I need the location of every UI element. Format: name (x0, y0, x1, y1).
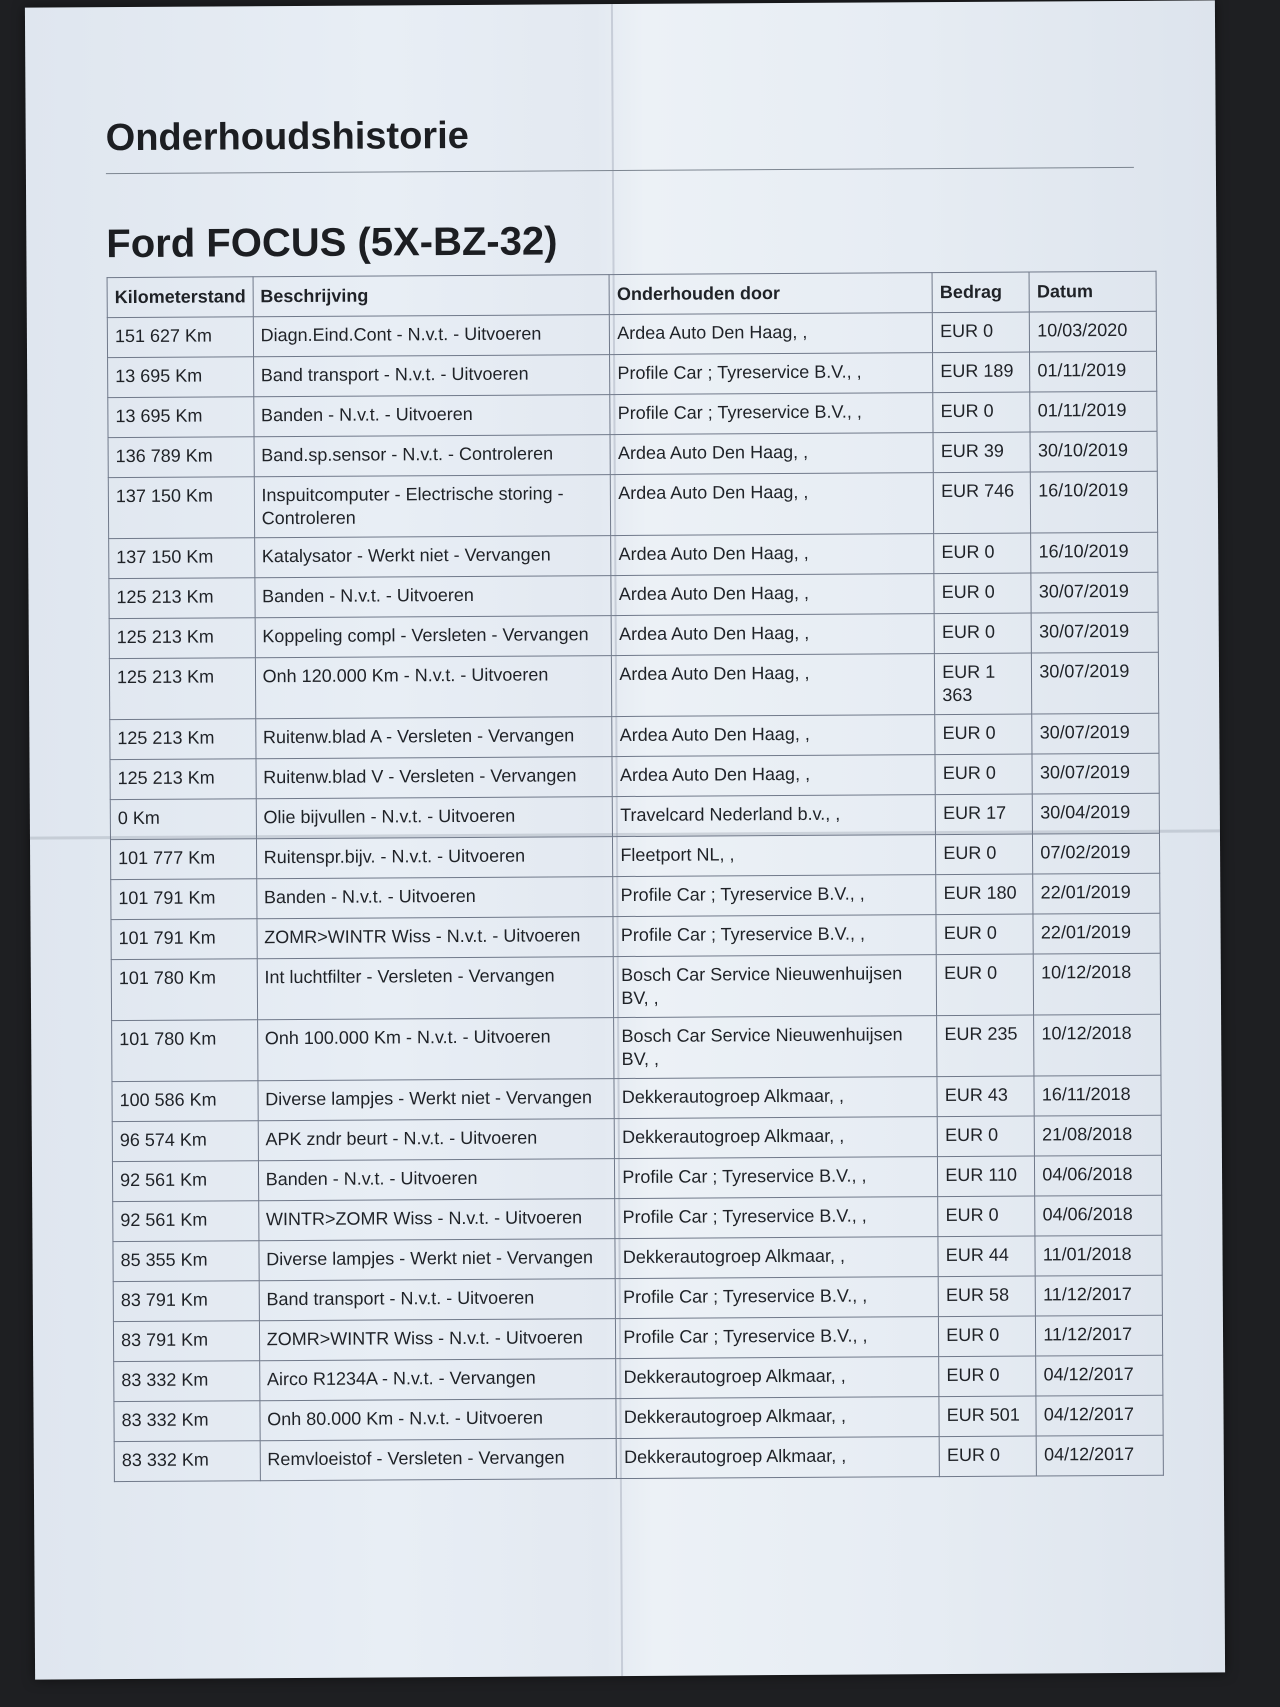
cell-kilometerstand: 137 150 Km (109, 538, 255, 579)
cell-kilometerstand: 101 791 Km (111, 919, 257, 960)
cell-beschrijving: Band transport - N.v.t. - Uitvoeren (253, 355, 610, 397)
cell-onderhouden-door: Ardea Auto Den Haag, , (610, 313, 933, 355)
cell-datum: 30/07/2019 (1031, 612, 1158, 653)
cell-beschrijving: Band transport - N.v.t. - Uitvoeren (259, 1279, 616, 1321)
cell-datum: 10/03/2020 (1030, 311, 1157, 352)
cell-datum: 10/12/2018 (1034, 953, 1161, 1015)
cell-bedrag: EUR 17 (935, 794, 1032, 835)
cell-kilometerstand: 125 213 Km (109, 618, 255, 659)
cell-beschrijving: Diagn.Eind.Cont - N.v.t. - Uitvoeren (253, 315, 610, 357)
cell-beschrijving: Banden - N.v.t. - Uitvoeren (255, 576, 612, 618)
cell-datum: 30/10/2019 (1030, 431, 1157, 472)
cell-beschrijving: Banden - N.v.t. - Uitvoeren (253, 395, 610, 437)
table-row (110, 793, 1159, 839)
cell-beschrijving: Onh 120.000 Km - N.v.t. - Uitvoeren (255, 656, 612, 719)
cell-bedrag: EUR 0 (935, 714, 1032, 755)
cell-bedrag: EUR 0 (939, 1356, 1036, 1397)
cell-datum: 30/07/2019 (1032, 713, 1159, 754)
cell-onderhouden-door: Profile Car ; Tyreservice B.V., , (613, 875, 936, 917)
cell-onderhouden-door: Travelcard Nederland b.v., , (613, 795, 936, 837)
table-header-row (107, 271, 1156, 317)
cell-kilometerstand: 100 586 Km (112, 1081, 258, 1122)
cell-kilometerstand: 125 213 Km (109, 578, 255, 619)
cell-kilometerstand: 125 213 Km (110, 719, 256, 760)
cell-bedrag: EUR 43 (937, 1076, 1034, 1117)
cell-onderhouden-door: Profile Car ; Tyreservice B.V., , (616, 1317, 939, 1359)
cell-beschrijving: Airco R1234A - N.v.t. - Vervangen (259, 1359, 616, 1401)
cell-beschrijving: Ruitenw.blad A - Versleten - Vervangen (255, 717, 612, 759)
cell-kilometerstand: 13 695 Km (108, 397, 254, 438)
cell-datum: 16/10/2019 (1031, 471, 1158, 533)
cell-kilometerstand: 125 213 Km (110, 759, 256, 800)
table-row (107, 311, 1156, 357)
cell-datum: 04/06/2018 (1035, 1155, 1162, 1196)
cell-onderhouden-door: Fleetport NL, , (613, 835, 936, 877)
table-row (109, 572, 1158, 618)
cell-onderhouden-door: Ardea Auto Den Haag, , (611, 574, 934, 616)
table-row (108, 351, 1157, 397)
cell-bedrag: EUR 0 (934, 573, 1031, 614)
cell-datum: 04/06/2018 (1035, 1195, 1162, 1236)
table-row (113, 1275, 1162, 1321)
table-row (108, 471, 1157, 538)
cell-bedrag: EUR 235 (937, 1015, 1034, 1077)
cell-kilometerstand: 101 780 Km (111, 959, 257, 1021)
cell-kilometerstand: 101 791 Km (111, 879, 257, 920)
table-row (113, 1315, 1162, 1361)
cell-datum: 22/01/2019 (1033, 913, 1160, 954)
cell-datum: 11/01/2018 (1035, 1235, 1162, 1276)
cell-kilometerstand: 137 150 Km (108, 477, 254, 539)
cell-bedrag: EUR 44 (938, 1236, 1035, 1277)
header-kilometerstand: Kilometerstand (107, 277, 253, 318)
cell-bedrag: EUR 189 (933, 352, 1030, 393)
cell-onderhouden-door: Ardea Auto Den Haag, , (611, 534, 934, 576)
cell-bedrag: EUR 0 (935, 754, 1032, 795)
cell-kilometerstand: 83 332 Km (114, 1441, 260, 1482)
cell-bedrag: EUR 1 363 (935, 653, 1032, 715)
table-row (112, 1155, 1161, 1201)
cell-beschrijving: Banden - N.v.t. - Uitvoeren (258, 1159, 615, 1201)
cell-datum: 30/07/2019 (1032, 652, 1159, 714)
cell-kilometerstand: 83 332 Km (114, 1401, 260, 1442)
cell-beschrijving: WINTR>ZOMR Wiss - N.v.t. - Uitvoeren (258, 1199, 615, 1241)
vehicle-title: Ford FOCUS (5X-BZ-32) (106, 219, 558, 267)
table-row (109, 612, 1158, 658)
table-row (112, 1075, 1161, 1121)
cell-beschrijving: Ruitenspr.bijv. - N.v.t. - Uitvoeren (256, 837, 613, 879)
header-datum: Datum (1029, 271, 1156, 312)
table-row (108, 391, 1157, 437)
cell-beschrijving: APK zndr beurt - N.v.t. - Uitvoeren (258, 1119, 615, 1161)
cell-bedrag: EUR 110 (938, 1156, 1035, 1197)
cell-onderhouden-door: Dekkerautogroep Alkmaar, , (615, 1117, 938, 1159)
cell-kilometerstand: 101 777 Km (110, 839, 256, 880)
cell-onderhouden-door: Dekkerautogroep Alkmaar, , (615, 1237, 938, 1279)
cell-beschrijving: Band.sp.sensor - N.v.t. - Controleren (254, 435, 611, 477)
cell-onderhouden-door: Ardea Auto Den Haag, , (611, 614, 934, 656)
cell-datum: 04/12/2017 (1036, 1435, 1163, 1476)
cell-bedrag: EUR 58 (938, 1276, 1035, 1317)
table-row (113, 1235, 1162, 1281)
cell-bedrag: EUR 39 (933, 432, 1030, 473)
cell-datum: 11/12/2017 (1035, 1275, 1162, 1316)
cell-bedrag: EUR 0 (938, 1196, 1035, 1237)
cell-onderhouden-door: Dekkerautogroep Alkmaar, , (616, 1437, 939, 1479)
cell-datum: 30/07/2019 (1031, 572, 1158, 613)
cell-kilometerstand: 151 627 Km (107, 317, 253, 358)
cell-kilometerstand: 92 561 Km (113, 1201, 259, 1242)
cell-onderhouden-door: Dekkerautogroep Alkmaar, , (616, 1397, 939, 1439)
cell-datum: 30/04/2019 (1033, 793, 1160, 834)
cell-datum: 10/12/2018 (1034, 1014, 1161, 1076)
cell-datum: 30/07/2019 (1032, 753, 1159, 794)
cell-beschrijving: Int luchtfilter - Versleten - Vervangen (257, 957, 614, 1020)
cell-kilometerstand: 83 791 Km (113, 1321, 259, 1362)
table-row (110, 713, 1159, 759)
cell-onderhouden-door: Profile Car ; Tyreservice B.V., , (615, 1157, 938, 1199)
cell-bedrag: EUR 746 (933, 472, 1030, 534)
header-bedrag: Bedrag (932, 272, 1029, 313)
cell-bedrag: EUR 0 (934, 613, 1031, 654)
table-row (111, 953, 1160, 1020)
cell-datum: 16/10/2019 (1031, 532, 1158, 573)
table-row (109, 532, 1158, 578)
cell-onderhouden-door: Profile Car ; Tyreservice B.V., , (610, 353, 933, 395)
table-row (111, 873, 1160, 919)
cell-kilometerstand: 13 695 Km (108, 357, 254, 398)
cell-datum: 11/12/2017 (1036, 1315, 1163, 1356)
cell-onderhouden-door: Profile Car ; Tyreservice B.V., , (615, 1277, 938, 1319)
table-row (112, 1014, 1161, 1081)
cell-datum: 16/11/2018 (1034, 1075, 1161, 1116)
cell-onderhouden-door: Ardea Auto Den Haag, , (610, 433, 933, 475)
cell-beschrijving: Remvloeistof - Versleten - Vervangen (260, 1439, 617, 1481)
cell-beschrijving: ZOMR>WINTR Wiss - N.v.t. - Uitvoeren (257, 917, 614, 959)
cell-beschrijving: ZOMR>WINTR Wiss - N.v.t. - Uitvoeren (259, 1319, 616, 1361)
maintenance-history-table (107, 271, 1164, 1482)
cell-beschrijving: Onh 100.000 Km - N.v.t. - Uitvoeren (257, 1018, 614, 1081)
cell-datum: 07/02/2019 (1033, 833, 1160, 874)
cell-bedrag: EUR 0 (936, 914, 1033, 955)
cell-onderhouden-door: Bosch Car Service Nieuwenhuijsen BV, , (614, 1016, 937, 1079)
header-beschrijving: Beschrijving (253, 275, 610, 317)
cell-onderhouden-door: Profile Car ; Tyreservice B.V., , (615, 1197, 938, 1239)
document-sheet (25, 0, 1225, 1679)
cell-bedrag: EUR 0 (933, 312, 1030, 353)
cell-beschrijving: Diverse lampjes - Werkt niet - Vervangen (259, 1239, 616, 1281)
cell-kilometerstand: 101 780 Km (112, 1020, 258, 1082)
cell-bedrag: EUR 0 (934, 533, 1031, 574)
cell-onderhouden-door: Dekkerautogroep Alkmaar, , (616, 1357, 939, 1399)
cell-beschrijving: Onh 80.000 Km - N.v.t. - Uitvoeren (260, 1399, 617, 1441)
cell-onderhouden-door: Bosch Car Service Nieuwenhuijsen BV, , (614, 955, 937, 1018)
cell-beschrijving: Diverse lampjes - Werkt niet - Vervangen (258, 1079, 615, 1121)
cell-onderhouden-door: Profile Car ; Tyreservice B.V., , (613, 915, 936, 957)
cell-bedrag: EUR 180 (936, 874, 1033, 915)
cell-bedrag: EUR 0 (933, 392, 1030, 433)
cell-beschrijving: Olie bijvullen - N.v.t. - Uitvoeren (256, 797, 613, 839)
cell-datum: 01/11/2019 (1030, 391, 1157, 432)
cell-bedrag: EUR 0 (939, 1316, 1036, 1357)
cell-onderhouden-door: Ardea Auto Den Haag, , (611, 473, 934, 536)
title-divider (106, 167, 1134, 174)
table-row (108, 431, 1157, 477)
table-row (111, 913, 1160, 959)
header-onderhouden-door: Onderhouden door (609, 273, 932, 315)
cell-beschrijving: Banden - N.v.t. - Uitvoeren (256, 877, 613, 919)
cell-beschrijving: Ruitenw.blad V - Versleten - Vervangen (256, 757, 613, 799)
cell-datum: 21/08/2018 (1035, 1115, 1162, 1156)
cell-kilometerstand: 83 332 Km (114, 1361, 260, 1402)
cell-datum: 01/11/2019 (1030, 351, 1157, 392)
table-row (112, 1115, 1161, 1161)
cell-bedrag: EUR 501 (939, 1396, 1036, 1437)
cell-kilometerstand: 92 561 Km (112, 1161, 258, 1202)
cell-bedrag: EUR 0 (936, 834, 1033, 875)
cell-datum: 04/12/2017 (1036, 1355, 1163, 1396)
cell-beschrijving: Inspuitcomputer - Electrische storing - Controleren (254, 475, 611, 538)
table-row (110, 753, 1159, 799)
table-row (114, 1435, 1163, 1481)
document-title: Onderhoudshistorie (105, 114, 469, 160)
table-row (109, 652, 1158, 719)
cell-onderhouden-door: Dekkerautogroep Alkmaar, , (614, 1077, 937, 1119)
cell-bedrag: EUR 0 (939, 1436, 1036, 1477)
cell-onderhouden-door: Ardea Auto Den Haag, , (612, 755, 935, 797)
cell-kilometerstand: 83 791 Km (113, 1281, 259, 1322)
cell-kilometerstand: 125 213 Km (109, 658, 255, 720)
cell-kilometerstand: 96 574 Km (112, 1121, 258, 1162)
cell-kilometerstand: 0 Km (110, 799, 256, 840)
cell-onderhouden-door: Ardea Auto Den Haag, , (612, 654, 935, 717)
table-row (114, 1395, 1163, 1441)
cell-kilometerstand: 136 789 Km (108, 437, 254, 478)
cell-onderhouden-door: Profile Car ; Tyreservice B.V., , (610, 393, 933, 435)
cell-beschrijving: Koppeling compl - Versleten - Vervangen (255, 616, 612, 658)
cell-bedrag: EUR 0 (937, 1116, 1034, 1157)
table-row (114, 1355, 1163, 1401)
cell-kilometerstand: 85 355 Km (113, 1241, 259, 1282)
cell-onderhouden-door: Ardea Auto Den Haag, , (612, 715, 935, 757)
cell-datum: 04/12/2017 (1036, 1395, 1163, 1436)
cell-datum: 22/01/2019 (1033, 873, 1160, 914)
cell-beschrijving: Katalysator - Werkt niet - Vervangen (254, 536, 611, 578)
table-row (110, 833, 1159, 879)
table-row (113, 1195, 1162, 1241)
cell-bedrag: EUR 0 (936, 954, 1033, 1016)
